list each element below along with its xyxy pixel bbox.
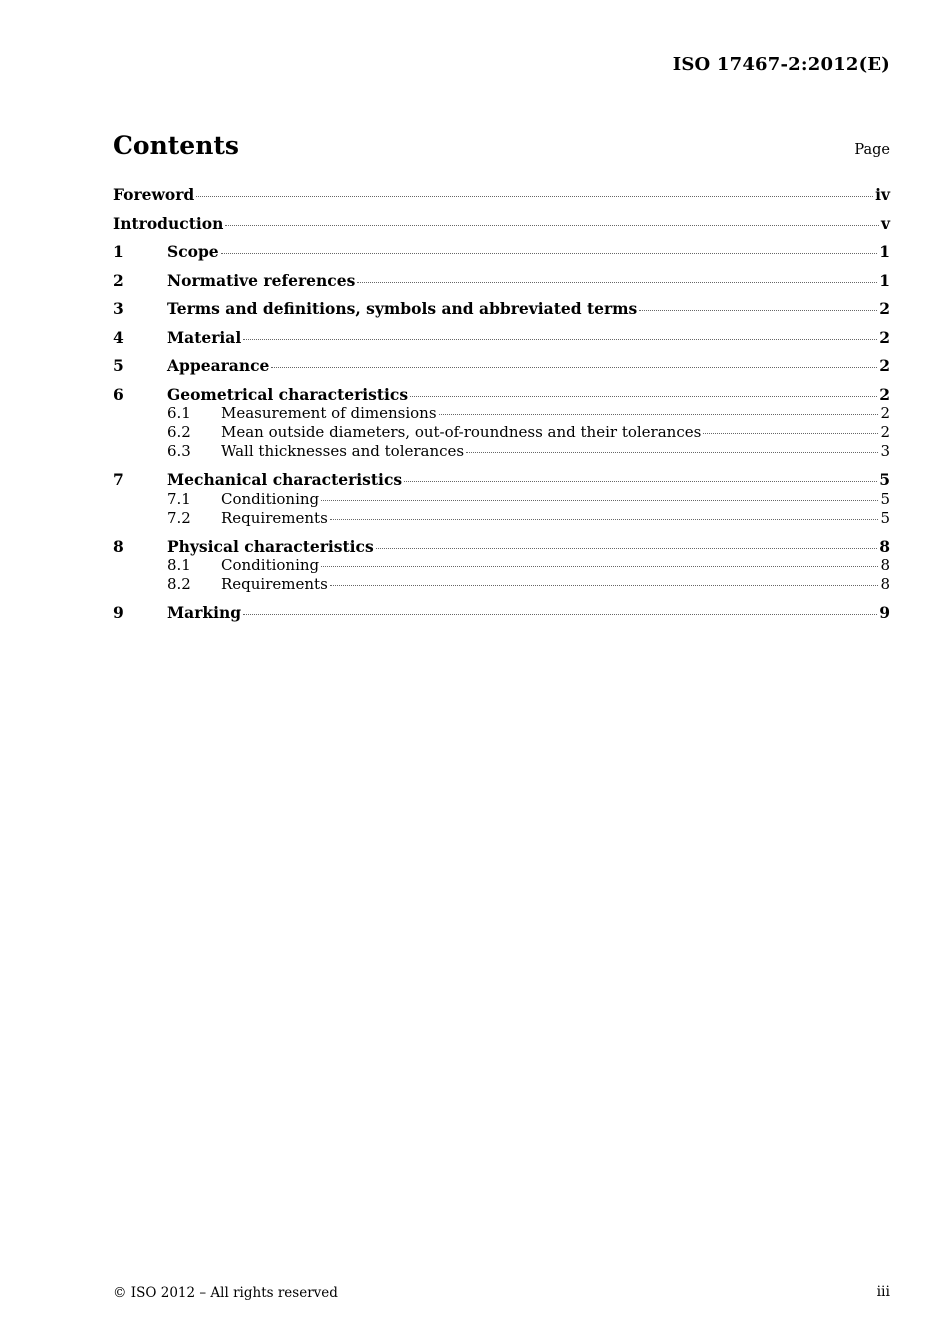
toc-entry-title: Wall thicknesses and tolerances <box>221 442 465 460</box>
toc-entry-number: 8 <box>113 536 124 556</box>
toc-entry-title: Scope <box>167 242 219 261</box>
toc-section <box>113 185 890 205</box>
dot-leader <box>321 500 878 501</box>
toc-entry-title: Introduction <box>113 213 224 233</box>
toc-entry-major[interactable] <box>113 214 890 234</box>
toc-entry-number: 7.1 <box>167 489 191 508</box>
toc-entry-number: 8.1 <box>167 556 191 574</box>
toc-entry-title: Material <box>167 327 242 347</box>
toc-entry-major[interactable] <box>113 299 890 319</box>
toc-entry-number: 7 <box>113 470 124 489</box>
toc-section <box>113 537 890 595</box>
contents-heading: Contents <box>113 131 240 160</box>
dot-leader <box>410 396 877 397</box>
toc-entry-page: 2 <box>879 327 890 347</box>
toc-entry-sub[interactable] <box>113 442 890 461</box>
dot-leader <box>376 548 877 549</box>
dot-leader <box>271 367 877 368</box>
toc-entry-page: 8 <box>880 575 890 593</box>
dot-leader <box>321 566 878 567</box>
dot-leader <box>330 519 879 520</box>
toc-section <box>113 214 890 234</box>
toc-entry-sub[interactable] <box>113 575 890 594</box>
toc-entry-major[interactable] <box>113 356 890 376</box>
toc-entry-title: Geometrical characteristics <box>167 384 409 404</box>
toc-entry-title: Mechanical characteristics <box>167 470 403 489</box>
toc-entry-title: Conditioning <box>221 489 320 508</box>
toc-entry-number: 6.3 <box>167 442 191 460</box>
toc-entry-page: 1 <box>879 270 890 290</box>
toc-section <box>113 328 890 348</box>
toc-entry-title: Marking <box>167 603 242 622</box>
toc-entry-number: 9 <box>113 603 124 622</box>
toc-entry-page: iv <box>875 185 890 204</box>
toc-entry-page: 2 <box>879 384 890 404</box>
toc-entry-number: 2 <box>113 270 124 290</box>
toc-section <box>113 242 890 262</box>
toc-entry-page: 5 <box>880 508 890 527</box>
toc-entry-page: 2 <box>880 404 890 422</box>
toc-entry-major[interactable] <box>113 385 890 405</box>
toc-entry-title: Requirements <box>221 575 328 593</box>
toc-section <box>113 271 890 291</box>
dot-leader <box>330 585 879 586</box>
toc-entry-title: Mean outside diameters, out-of-roundness and their tolerances <box>221 423 702 441</box>
toc-entry-title: Normative references <box>167 270 356 290</box>
toc-entry-major[interactable] <box>113 470 890 490</box>
dot-leader <box>466 452 878 453</box>
toc-entry-major[interactable] <box>113 328 890 348</box>
toc-entry-page: 2 <box>879 356 890 375</box>
toc-entry-page: 5 <box>880 489 890 508</box>
dot-leader <box>357 282 877 283</box>
standard-identifier: ISO 17467-2:2012(E) <box>672 54 890 75</box>
toc-entry-number: 3 <box>113 299 124 318</box>
toc-entry-number: 6 <box>113 384 124 404</box>
toc-entry-title: Foreword <box>113 185 195 204</box>
toc-entry-title: Requirements <box>221 508 328 527</box>
toc-entry-title: Conditioning <box>221 556 320 574</box>
toc-section <box>113 603 890 623</box>
toc-entry-page: 2 <box>880 423 890 441</box>
toc-entry-page: v <box>880 213 890 233</box>
toc-entry-page: 8 <box>879 536 890 556</box>
toc-entry-major[interactable] <box>113 185 890 205</box>
dot-leader <box>225 225 879 226</box>
toc-entry-number: 7.2 <box>167 508 191 527</box>
dot-leader <box>196 196 873 197</box>
dot-leader <box>243 614 877 615</box>
toc-section <box>113 356 890 376</box>
toc-entry-number: 6.2 <box>167 423 191 441</box>
toc-entry-sub[interactable] <box>113 509 890 528</box>
table-of-contents <box>113 185 890 632</box>
toc-entry-sub[interactable] <box>113 404 890 423</box>
toc-entry-major[interactable] <box>113 242 890 262</box>
toc-entry-number: 1 <box>113 242 124 261</box>
dot-leader <box>703 433 878 434</box>
dot-leader <box>404 481 877 482</box>
toc-entry-sub[interactable] <box>113 423 890 442</box>
page-number: iii <box>876 1284 890 1300</box>
toc-entry-major[interactable] <box>113 537 890 557</box>
toc-entry-sub[interactable] <box>113 556 890 575</box>
toc-entry-page: 5 <box>879 470 890 489</box>
toc-entry-number: 5 <box>113 356 124 375</box>
toc-entry-number: 8.2 <box>167 575 191 593</box>
toc-section <box>113 385 890 462</box>
toc-entry-page: 2 <box>879 299 890 318</box>
toc-entry-title: Measurement of dimensions <box>221 404 437 422</box>
dot-leader <box>639 310 877 311</box>
toc-entry-page: 1 <box>879 242 890 261</box>
toc-entry-title: Terms and definitions, symbols and abbreviated terms <box>167 299 638 318</box>
toc-entry-sub[interactable] <box>113 490 890 509</box>
toc-entry-major[interactable] <box>113 271 890 291</box>
toc-entry-number: 4 <box>113 327 124 347</box>
toc-entry-major[interactable] <box>113 603 890 623</box>
toc-entry-number: 6.1 <box>167 404 191 422</box>
toc-entry-title: Physical characteristics <box>167 536 374 556</box>
toc-entry-page: 3 <box>880 442 890 460</box>
toc-section <box>113 470 890 528</box>
toc-entry-page: 9 <box>879 603 890 622</box>
page-column-label: Page <box>854 142 890 158</box>
dot-leader <box>221 253 878 254</box>
toc-entry-page: 8 <box>880 556 890 574</box>
toc-section <box>113 299 890 319</box>
toc-entry-title: Appearance <box>167 356 270 375</box>
dot-leader <box>439 414 879 415</box>
dot-leader <box>243 339 877 340</box>
copyright-notice: © ISO 2012 – All rights reserved <box>113 1285 338 1301</box>
